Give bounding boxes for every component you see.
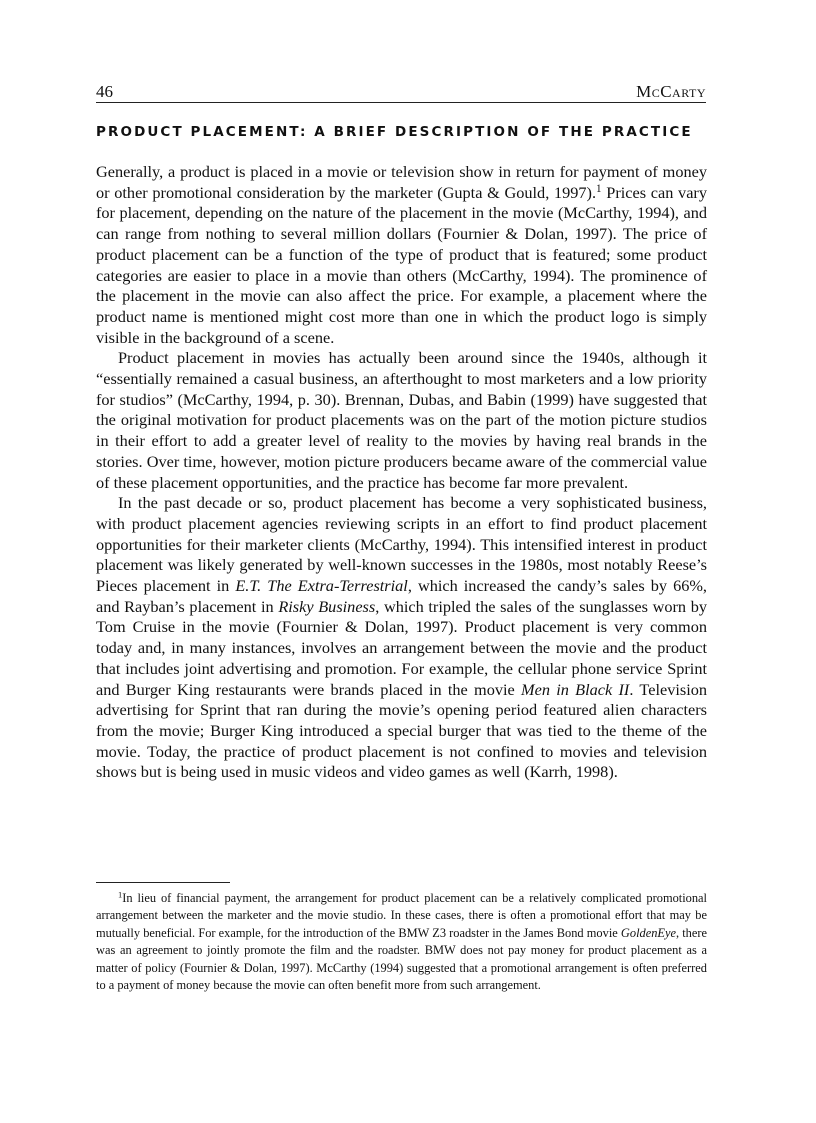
footnote-marker: 1 [118,889,123,900]
footnote [96,890,707,994]
paragraph-1 [96,162,707,348]
footnote-reference: 1 [596,182,602,195]
film-title-et: E.T. The Extra-Terrestrial [235,576,408,596]
footnote-text-a: In lieu of financial payment, the arrangement for product placement can be a relatively complicated promotional arrangement between the marketer and the movie studio. In these cases, there is often a promotional effort that may be mutually beneficial. For example, for the introduction of the BMW Z3 roadster in the James Bond movie [96,891,707,940]
paragraph-1-text-b: Prices can vary for placement, depending on the nature of the placement in the movie (McCarthy, 1994), and can range from nothing to several million dollars (Fournier & Dolan, 1997). The price of product placement can be a function of the type of product that is featured; some product categories are easier to place in a movie than others (McCarthy, 1994). The prominence of the placement in the movie can also affect the price. For example, a placement where the product name is mentioned might cost more than one in which the product logo is simply visible in the background of a scene. [96,182,707,347]
film-title-men-in-black: Men in Black II [521,679,630,699]
running-head-author: McCarty [636,82,706,101]
paragraph-1-text-a: Generally, a product is placed in a movie or television show in return for payment of money or other promotional consideration by the marketer (Gupta & Gould, 1997). [96,162,707,202]
film-title-risky-business: Risky Business [278,596,376,616]
film-title-goldeneye: GoldenEye [620,925,676,940]
paragraph-2: Product placement in movies has actually been around since the 1940s, although it “essentially remained a casual business, an afterthought to most marketers and a low priority for studios” (McCarthy, 1994, p. 30). Brennan, Dubas, and Babin (1999) have suggested that the original motivation for product placements was on the part of the motion picture studios in their effort to add a greater level of reality to the movies by having real brands in the stories. Over time, however, motion picture producers became aware of the commercial value of these placement opportunities, and the practice has become far more prevalent. [96,348,707,492]
footnote-text-b: , there was an agreement to jointly promote the film and the roadster. BMW does not pay money for product placement as a matter of policy (Fournier & Dolan, 1997). McCarthy (1994) suggested that a promotional arrangement is often preferred to a payment of money because the movie can often benefit more from such arrangement. [96,925,707,993]
running-head [96,80,706,103]
paragraph-3-text-a: In the past decade or so, product placement has become a very sophisticated business, with product placement agencies reviewing scripts in an effort to find product placement opportunities for their marketer clients (McCarthy, 1994). This intensified interest in product placement was likely generated by well-known successes in the 1980s, most notably Reese’s Pieces placement in [96,493,707,596]
paragraph-3-text-d: . Television advertising for Sprint that ran during the movie’s opening period featured alien characters from the movie; Burger King introduced a special burger that was tied to the theme of the movie. Today, the practice of product placement is not confined to movies and television shows but is being used in music videos and video games as well (Karrh, 1998). [96,679,707,782]
section-heading: PRODUCT PLACEMENT: A BRIEF DESCRIPTION OF THE PRACTICE [96,124,693,140]
paragraph-3 [96,493,707,783]
page-number: 46 [96,82,113,101]
paragraph-3-text-b: , which increased the candy’s sales by 66%, and Rayban’s placement in [96,576,707,616]
footnote-divider [96,882,230,883]
body-text [96,162,707,783]
paragraph-3-text-c: , which tripled the sales of the sunglasses worn by Tom Cruise in the movie (Fournier & Dolan, 1997). Product placement is very common today and, in many instances, involves an arrangement between the movie and the product that includes joint advertising and promotion. For example, the cellular phone service Sprint and Burger King restaurants were brands placed in the movie [96,596,708,699]
